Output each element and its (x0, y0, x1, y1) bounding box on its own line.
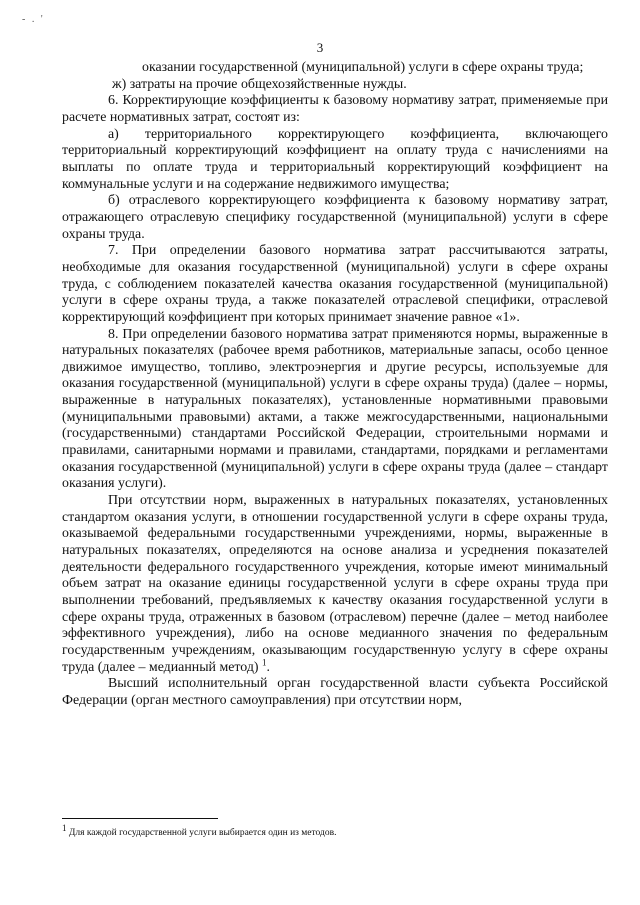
footnote-text: Для каждой государственной услуги выбирается один из методов. (68, 828, 337, 838)
footnote (62, 822, 337, 839)
footnote-divider (62, 818, 218, 819)
page-body (62, 60, 608, 710)
paragraph: оказании государственной (муниципальной) услуги в сфере охраны труда; (142, 60, 584, 75)
paragraph-8: 8. При определении базового норматива затрат применяются нормы, выраженные в натуральных показателях (рабочее время работников, материальные запасы, особо ценное движимое имущество, топливо, электроэнергия и другие ресурсы, используемые для оказания государственной (муниципальной) услуги в сфере охраны труда) (далее – нормы, выраженные в натуральных показателях), установленные нормативными правовыми (муниципальными правовыми) актами, а также межгосударственными, национальными (государственными) стандартами Российской Федерации, строительными нормами и правилами, санитарными нормами и правилами, стандартами, порядками и регламентами оказания государственной (муниципальной) услуги в сфере охраны труда (далее – стандарт оказания услуги). (62, 326, 608, 492)
footnote-reference: 1 (262, 657, 267, 667)
paragraph-7: 7. При определении базового норматива затрат рассчитываются затраты, необходимые для оказания государственной (муниципальной) услуги в сфере охраны труда, с соблюдением показателей качества оказания государственной (муниципальной) услуги в сфере охраны труда, а также показателей отраслевой специфики, отраслевой корректирующий коэффициент при которых принимает значение равное «1». (62, 243, 608, 325)
list-item-zh: ж) затраты на прочие общехозяйственные нужды. (112, 76, 407, 92)
page-number: 3 (316, 40, 324, 55)
paragraph-6: 6. Корректирующие коэффициенты к базовому нормативу затрат, применяемые при расчете нормативных затрат, состоят из: (62, 93, 608, 125)
paragraph-absent-norms: При отсутствии норм, выраженных в натуральных показателях, установленных стандартом оказания услуги, в отношении государственной услуги в сфере охраны труда, оказываемой федеральными государственными учреждениями, нормы, выраженные в натуральных показателях, определяются на основе анализа и усреднения показателей деятельности федерального государственного учреждения, которые имеют минимальный объем затрат на оказание единицы государственной услуги в сфере охраны труда при выполнении требований, предъявляемых к качеству оказания государственной услуги в сфере охраны труда, отраженных в базовом (отраслевом) перечне (далее – метод наиболее эффективного учреждения), либо на основе медианного значения по федеральным государственным учреждениям, оказывающим государственную услугу в сфере охраны труда (далее – медианный метод) $^1$. (62, 493, 608, 675)
paragraph-absent-norms-text: При отсутствии норм, выраженных в натуральных показателях, установленных стандартом оказания услуги, в отношении государственной услуги в сфере охраны труда, оказываемой федеральными государственными учреждениями, нормы, выраженные в натуральных показателях, определяются на основе анализа и усреднения показателей деятельности федерального государственного учреждения, которые имеют минимальный объем затрат на оказание единицы государственной услуги в сфере охраны труда при выполнении требований, предъявляемых к качеству оказания государственной услуги в сфере охраны труда, отраженных в базовом (отраслевом) перечне (далее – метод наиболее эффективного учреждения), либо на основе медианного значения по федеральным государственным учреждениям, оказывающим государственную услугу в сфере охраны труда (далее – медианный метод) (62, 493, 608, 675)
list-item-a: а) территориального корректирующего коэффициента, включающего территориальный корректирующий коэффициент на оплату труда с начислениями на выплаты по оплате труда и территориальный корректирующий коэффициент на коммунальные услуги и на содержание недвижимого имущества; (62, 126, 608, 192)
list-item-b: б) отраслевого корректирующего коэффициента к базовому нормативу затрат, отражающего отраслевую специфику государственной (муниципальной) услуги в сфере охраны труда. (62, 193, 608, 242)
scan-marks: - . ' (22, 14, 45, 25)
footnote-number: 1 (62, 822, 67, 833)
paragraph-higher-authority: Высший исполнительный орган государственной власти субъекта Российской Федерации (орган местного самоуправления) при отсутствии норм, (62, 676, 608, 708)
